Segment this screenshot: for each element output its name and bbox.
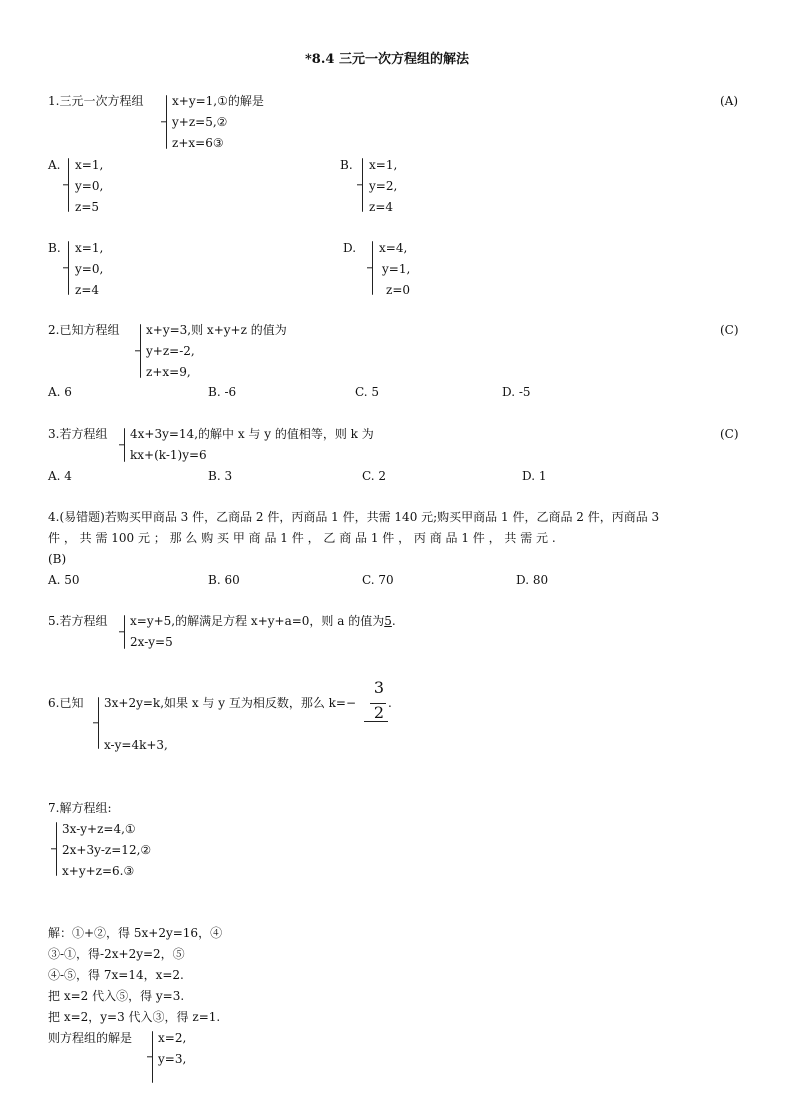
q7-solution-line: ③-①，得-2x+2y=2，⑤: [48, 947, 185, 961]
q1-answer: (A): [720, 94, 739, 108]
q2-option: D. -5: [502, 385, 531, 399]
q4-option: A. 50: [48, 573, 80, 587]
q4-option: C. 70: [362, 573, 394, 587]
q1-option-d-line: x=4,: [379, 241, 408, 255]
q7-prefix: 7.解方程组:: [48, 801, 112, 815]
q6-eq1: 3x+2y=k,如果 x 与 y 互为相反数，那么 k=−: [104, 696, 357, 710]
q1-option-b1-line: z=4: [369, 200, 394, 214]
q1-option-a-label: A.: [48, 158, 61, 172]
q2-brace: [140, 324, 141, 378]
q3-eq2: kx+(k-1)y=6: [130, 448, 207, 462]
q2-option: A. 6: [48, 385, 72, 399]
q5-eq1: [130, 611, 396, 631]
q4-option: B. 60: [208, 573, 240, 587]
q1-option-b1-label: B.: [340, 158, 353, 172]
q7-eq2: 2x+3y-z=12,②: [62, 843, 152, 857]
q5-eq2: 2x-y=5: [130, 635, 173, 649]
q1-eq2: y+z=5,②: [172, 115, 228, 129]
q7-eq1: 3x-y+z=4,①: [62, 822, 136, 836]
q7-result-line: y=3,: [158, 1052, 187, 1066]
q4-option: D. 80: [516, 573, 549, 587]
q6-end: .: [388, 696, 392, 710]
q1-option-b1-brace: [362, 158, 363, 212]
q3-option: C. 2: [362, 469, 387, 483]
q2-option: B. -6: [208, 385, 237, 399]
q5-answer: 5: [384, 614, 392, 628]
q5-brace: [124, 615, 125, 649]
q3-option: A. 4: [48, 469, 72, 483]
q1-option-d-label: D.: [343, 241, 357, 255]
q1-option-a-line: y=0,: [75, 179, 104, 193]
q1-option-d-line: z=0: [386, 283, 411, 297]
q3-eq1: 4x+3y=14,的解中 x 与 y 的值相等，则 k 为: [130, 427, 374, 441]
q7-result-line: x=2,: [158, 1031, 187, 1045]
q5-prefix: 5.若方程组: [48, 614, 108, 628]
q3-option: B. 3: [208, 469, 233, 483]
page-title: *8.4 三元一次方程组的解法: [305, 52, 469, 67]
q1-option-b1-line: y=2,: [369, 179, 398, 193]
q6-fraction-denominator: 2: [373, 703, 385, 722]
q1-option-a-brace: [68, 158, 69, 212]
q5-end: .: [391, 614, 396, 628]
q3-brace: [124, 428, 125, 462]
q1-eq1: x+y=1,①的解是: [172, 94, 264, 108]
q7-solution-line: 解：①+②，得 5x+2y=16，④: [48, 926, 223, 940]
q6-fraction-numerator: 3: [373, 678, 385, 697]
q3-prefix: 3.若方程组: [48, 427, 108, 441]
q5-eq1-text: x=y+5,的解满足方程 x+y+a=0，则 a 的值为: [130, 614, 385, 628]
q7-brace: [56, 822, 57, 876]
q1-option-b2-brace: [68, 241, 69, 295]
q1-option-b1-line: x=1,: [369, 158, 398, 172]
q1-option-b2-line: x=1,: [75, 241, 104, 255]
q1-brace: [166, 95, 167, 149]
q1-option-a-line: x=1,: [75, 158, 104, 172]
q3-answer: (C): [720, 427, 739, 441]
q1-option-a-line: z=5: [75, 200, 100, 214]
q7-solution-line: 则方程组的解是: [48, 1031, 133, 1045]
q7-result-brace: [152, 1031, 153, 1083]
q1-option-d-brace: [372, 241, 373, 295]
q4-answer: (B): [48, 552, 67, 566]
q1-option-b2-label: B.: [48, 241, 61, 255]
q7-eq3: x+y+z=6.③: [62, 864, 135, 878]
q7-solution-line: ④-⑤，得 7x=14，x=2.: [48, 968, 184, 982]
q2-answer: (C): [720, 323, 739, 337]
q6-answer-underline: [364, 721, 388, 722]
q2-option: C. 5: [355, 385, 380, 399]
q2-eq1: x+y=3,则 x+y+z 的值为: [146, 323, 287, 337]
q2-prefix: 2.已知方程组: [48, 323, 120, 337]
q2-eq2: y+z=-2,: [146, 344, 195, 358]
q6-prefix: 6.已知: [48, 696, 84, 710]
q6-eq2: x-y=4k+3,: [104, 738, 168, 752]
q1-option-d-line: y=1,: [382, 262, 411, 276]
q6-brace: [98, 697, 99, 749]
q1-prefix: 1.三元一次方程组: [48, 94, 144, 108]
q3-option: D. 1: [522, 469, 547, 483]
q1-eq3: z+x=6③: [172, 136, 224, 150]
q2-eq3: z+x=9,: [146, 365, 191, 379]
q4-line: 4.(易错题)若购买甲商品 3 件，乙商品 2 件，丙商品 1 件，共需 140 元;购买甲商品 1 件，乙商品 2 件，丙商品 3: [48, 510, 660, 524]
q1-option-b2-line: z=4: [75, 283, 100, 297]
q7-solution-line: 把 x=2 代入⑤，得 y=3.: [48, 989, 185, 1003]
q7-solution-line: 把 x=2，y=3 代入③，得 z=1.: [48, 1010, 221, 1024]
q4-line: 件 ， 共 需 100 元 ； 那 么 购 买 甲 商 品 1 件 ， 乙 商 品 1 件 ， 丙 商 品 1 件 ， 共 需 元 .: [48, 531, 556, 545]
q1-option-b2-line: y=0,: [75, 262, 104, 276]
